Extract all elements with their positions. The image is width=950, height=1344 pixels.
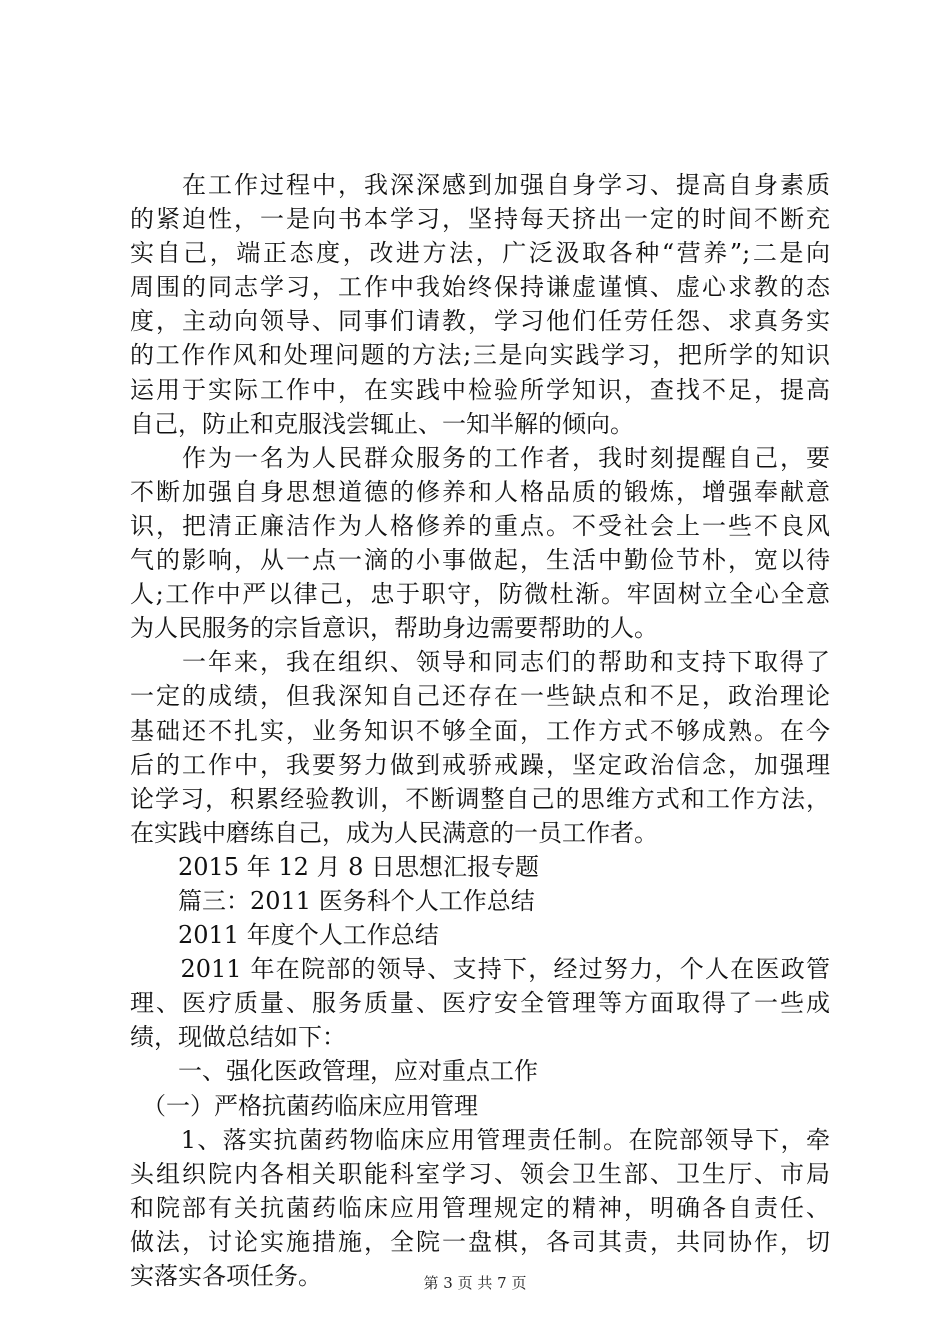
text-line: 度，主动向领导、同事们请教，学习他们任劳任怨、求真务实 [130, 307, 830, 336]
text-line: 的工作作风和处理问题的方法;三是向实践学习，把所学的知识 [130, 341, 830, 370]
text-line: 绩，现做总结如下： [130, 1023, 346, 1052]
text-line: 气的影响，从一点一滴的小事做起，生活中勤俭节朴，宽以待 [130, 546, 830, 575]
text-line: 做法，讨论实施措施，全院一盘棋，各司其责，共同协作，切 [130, 1227, 830, 1256]
text-line: 为人民服务的宗旨意识，帮助身边需要帮助的人。 [130, 614, 658, 643]
text-line: 的紧迫性，一是向书本学习，坚持每天挤出一定的时间不断充 [130, 205, 830, 234]
text-line: 作为一名为人民群众服务的工作者，我时刻提醒自己，要 [130, 443, 830, 472]
text-line: 论学习，积累经验教训，不断调整自己的思维方式和工作方法， [130, 784, 830, 813]
text-line: 和院部有关抗菌药临床应用管理规定的精神，明确各自责任、 [130, 1193, 830, 1222]
text-line: 在实践中磨练自己，成为人民满意的一员工作者。 [130, 818, 658, 847]
document-body [130, 168, 830, 1293]
text-line: 后的工作中，我要努力做到戒骄戒躁，坚定政治信念，加强理 [130, 750, 830, 779]
text-line: 周围的同志学习，工作中我始终保持谦虚谨慎、虚心求教的态 [130, 273, 830, 302]
text-line: （一）严格抗菌药临床应用管理 [130, 1091, 478, 1120]
text-line: 基础还不扎实，业务知识不够全面，工作方式不够成熟。在今 [130, 716, 830, 745]
text-line: 2015 年 12 月 8 日思想汇报专题 [130, 852, 540, 881]
text-line: 实落实各项任务。 [130, 1262, 322, 1290]
text-line: 篇三：2011 医务科个人工作总结 [130, 886, 535, 915]
text-line: 一定的成绩，但我深知自己还存在一些缺点和不足，政治理论 [130, 682, 830, 711]
text-line: 识，把清正廉洁作为人格修养的重点。不受社会上一些不良风 [130, 511, 830, 540]
text-line: 理、医疗质量、服务质量、医疗安全管理等方面取得了一些成 [130, 989, 830, 1018]
text-line: 运用于实际工作中，在实践中检验所学知识，查找不足，提高 [130, 375, 830, 404]
text-line: 头组织院内各相关职能科室学习、领会卫生部、卫生厅、市局 [130, 1159, 830, 1188]
text-line: 在工作过程中，我深深感到加强自身学习、提高自身素质 [130, 171, 830, 199]
text-line: 自己，防止和克服浅尝辄止、一知半解的倾向。 [130, 409, 634, 438]
page-footer: 第 3 页 共 7 页 [423, 1274, 527, 1292]
text-line: 一年来，我在组织、领导和同志们的帮助和支持下取得了 [130, 648, 830, 677]
text-line: 2011 年度个人工作总结 [130, 921, 439, 950]
text-line: 人;工作中严以律己，忠于职守，防微杜渐。牢固树立全心全意 [130, 580, 830, 609]
text-line: 2011 年在院部的领导、支持下，经过努力，个人在医政管 [130, 955, 830, 984]
text-line: 不断加强自身思想道德的修养和人格品质的锻炼，增强奉献意 [130, 477, 830, 506]
text-line: 一、强化医政管理，应对重点工作 [130, 1057, 538, 1086]
text-line: 1、落实抗菌药物临床应用管理责任制。在院部领导下，牵 [130, 1125, 830, 1154]
text-line: 实自己，端正态度，改进方法，广泛汲取各种“营养”;二是向 [130, 239, 830, 268]
